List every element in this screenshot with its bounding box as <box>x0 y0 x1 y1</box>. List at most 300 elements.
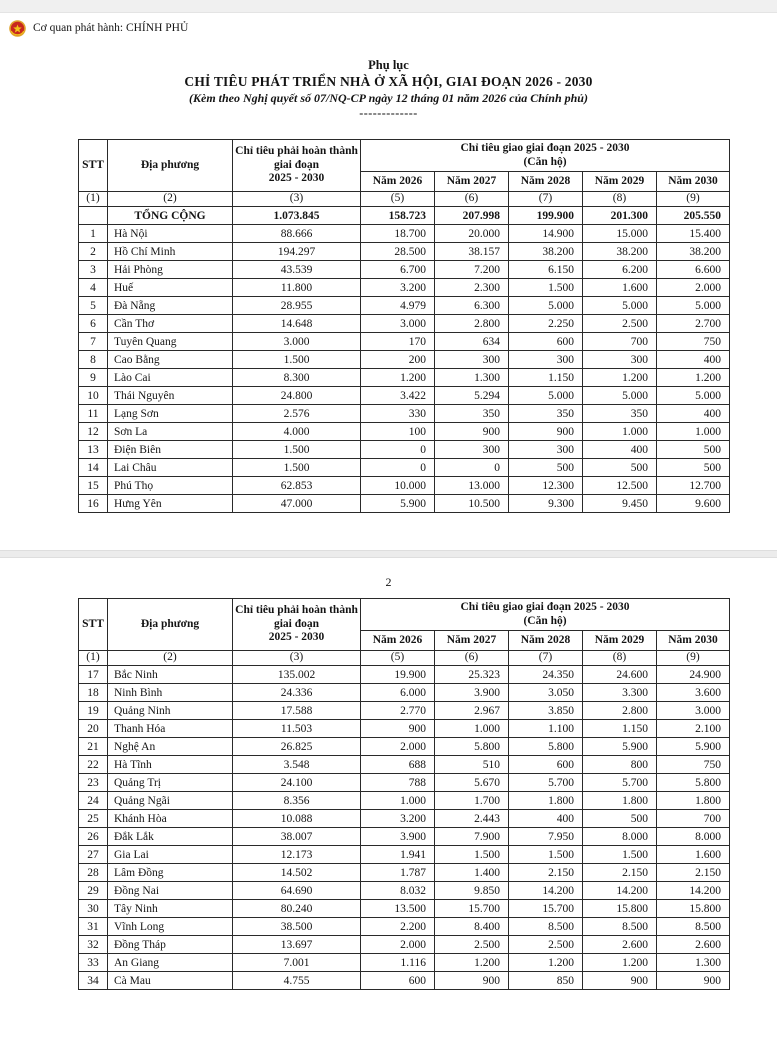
row-2030: 1.800 <box>657 792 730 810</box>
header-province: Địa phương <box>108 140 233 192</box>
summary-2027: 207.998 <box>435 207 509 225</box>
row-stt: 29 <box>79 882 108 900</box>
summary-2030: 205.550 <box>657 207 730 225</box>
row-province: Quảng Ninh <box>108 702 233 720</box>
table-row <box>79 315 730 333</box>
row-2029: 500 <box>583 459 657 477</box>
row-stt: 2 <box>79 243 108 261</box>
colnum-1: (1) <box>79 651 108 666</box>
row-2026: 13.500 <box>361 900 435 918</box>
header-year-2030: Năm 2030 <box>657 172 730 192</box>
row-province: Lạng Sơn <box>108 405 233 423</box>
row-stt: 12 <box>79 423 108 441</box>
row-2028: 2.500 <box>509 936 583 954</box>
table-row <box>79 297 730 315</box>
row-2029: 2.800 <box>583 702 657 720</box>
header-target-line1: Chỉ tiêu phải hoàn thành giai đoạn <box>235 144 358 171</box>
header-year-2029: Năm 2029 <box>583 172 657 192</box>
row-2027: 2.300 <box>435 279 509 297</box>
row-2028: 1.100 <box>509 720 583 738</box>
row-2026: 688 <box>361 756 435 774</box>
row-2026: 1.200 <box>361 369 435 387</box>
row-2027: 2.967 <box>435 702 509 720</box>
row-2028: 600 <box>509 333 583 351</box>
row-province: Đồng Nai <box>108 882 233 900</box>
row-2028: 850 <box>509 972 583 990</box>
row-2029: 1.200 <box>583 954 657 972</box>
row-target-total: 8.356 <box>233 792 361 810</box>
row-2030: 1.600 <box>657 846 730 864</box>
row-stt: 15 <box>79 477 108 495</box>
row-target-total: 1.500 <box>233 441 361 459</box>
row-stt: 11 <box>79 405 108 423</box>
row-2028: 3.850 <box>509 702 583 720</box>
divider-dashes: ------------- <box>359 106 418 120</box>
row-2026: 0 <box>361 441 435 459</box>
row-2027: 1.700 <box>435 792 509 810</box>
row-stt: 7 <box>79 333 108 351</box>
row-2029: 350 <box>583 405 657 423</box>
table-row <box>79 828 730 846</box>
row-province: Khánh Hòa <box>108 810 233 828</box>
row-stt: 14 <box>79 459 108 477</box>
row-2026: 18.700 <box>361 225 435 243</box>
summary-label: TỔNG CỘNG <box>108 207 233 225</box>
row-2026: 2.770 <box>361 702 435 720</box>
row-target-total: 14.648 <box>233 315 361 333</box>
row-2030: 400 <box>657 351 730 369</box>
row-target-total: 17.588 <box>233 702 361 720</box>
row-target-total: 64.690 <box>233 882 361 900</box>
header-year-2028: Năm 2028 <box>509 172 583 192</box>
row-stt: 17 <box>79 666 108 684</box>
page2-number: 2 <box>385 575 392 589</box>
row-2028: 600 <box>509 756 583 774</box>
row-2028: 38.200 <box>509 243 583 261</box>
row-2029: 14.200 <box>583 882 657 900</box>
row-target-total: 2.576 <box>233 405 361 423</box>
row-2030: 15.800 <box>657 900 730 918</box>
row-2028: 300 <box>509 351 583 369</box>
grand-total-row <box>79 207 730 225</box>
row-target-total: 135.002 <box>233 666 361 684</box>
row-2028: 3.050 <box>509 684 583 702</box>
row-2027: 1.500 <box>435 846 509 864</box>
row-2027: 300 <box>435 351 509 369</box>
header-assigned-span <box>361 599 730 631</box>
row-2029: 1.600 <box>583 279 657 297</box>
row-2028: 1.200 <box>509 954 583 972</box>
row-2029: 5.000 <box>583 387 657 405</box>
colnum-3: (3) <box>233 192 361 207</box>
row-2028: 24.350 <box>509 666 583 684</box>
row-2026: 2.000 <box>361 936 435 954</box>
row-province: Hưng Yên <box>108 495 233 513</box>
table-row <box>79 441 730 459</box>
row-2030: 750 <box>657 756 730 774</box>
row-2027: 2.500 <box>435 936 509 954</box>
colnum-8: (8) <box>583 192 657 207</box>
row-2029: 400 <box>583 441 657 459</box>
row-2029: 500 <box>583 810 657 828</box>
housing-targets-table-page2 <box>78 598 730 990</box>
row-2027: 2.443 <box>435 810 509 828</box>
row-2026: 6.000 <box>361 684 435 702</box>
table-row <box>79 405 730 423</box>
row-target-total: 28.955 <box>233 297 361 315</box>
colnum-9: (9) <box>657 192 730 207</box>
row-2028: 14.900 <box>509 225 583 243</box>
row-province: Quảng Trị <box>108 774 233 792</box>
table-row <box>79 459 730 477</box>
row-stt: 33 <box>79 954 108 972</box>
header-assigned-line2: (Căn hộ) <box>523 155 567 168</box>
row-province: Hà Nội <box>108 225 233 243</box>
row-2029: 5.000 <box>583 297 657 315</box>
table-row <box>79 225 730 243</box>
row-2029: 800 <box>583 756 657 774</box>
row-2027: 1.000 <box>435 720 509 738</box>
row-2026: 170 <box>361 333 435 351</box>
row-target-total: 8.300 <box>233 369 361 387</box>
row-2027: 38.157 <box>435 243 509 261</box>
row-2030: 12.700 <box>657 477 730 495</box>
row-2029: 2.150 <box>583 864 657 882</box>
row-target-total: 3.000 <box>233 333 361 351</box>
issuer-label: Cơ quan phát hành: CHÍNH PHỦ <box>33 22 189 34</box>
table-row <box>79 918 730 936</box>
row-province: Đắk Lắk <box>108 828 233 846</box>
header-assigned-span <box>361 140 730 172</box>
row-2029: 8.500 <box>583 918 657 936</box>
row-2026: 8.032 <box>361 882 435 900</box>
row-province: Sơn La <box>108 423 233 441</box>
row-2026: 6.700 <box>361 261 435 279</box>
row-stt: 30 <box>79 900 108 918</box>
row-2030: 24.900 <box>657 666 730 684</box>
row-2030: 2.600 <box>657 936 730 954</box>
row-2028: 1.500 <box>509 846 583 864</box>
page-break-separator <box>0 550 777 558</box>
row-2029: 1.800 <box>583 792 657 810</box>
summary-2029: 201.300 <box>583 207 657 225</box>
row-stt: 21 <box>79 738 108 756</box>
row-target-total: 10.088 <box>233 810 361 828</box>
row-2028: 1.500 <box>509 279 583 297</box>
row-2030: 2.700 <box>657 315 730 333</box>
table-row <box>79 387 730 405</box>
row-2028: 2.250 <box>509 315 583 333</box>
row-stt: 24 <box>79 792 108 810</box>
table-row <box>79 684 730 702</box>
row-2029: 1.500 <box>583 846 657 864</box>
row-2028: 1.150 <box>509 369 583 387</box>
header-target-line2: 2025 - 2030 <box>268 172 325 185</box>
row-2027: 900 <box>435 972 509 990</box>
header-assigned-line2: (Căn hộ) <box>523 614 567 627</box>
row-2030: 5.800 <box>657 774 730 792</box>
row-province: Hồ Chí Minh <box>108 243 233 261</box>
table-row <box>79 900 730 918</box>
row-2029: 1.000 <box>583 423 657 441</box>
header-year-2026: Năm 2026 <box>361 631 435 651</box>
document-header <box>0 58 777 118</box>
table-row <box>79 738 730 756</box>
row-stt: 10 <box>79 387 108 405</box>
row-province: Bắc Ninh <box>108 666 233 684</box>
row-2028: 900 <box>509 423 583 441</box>
row-2028: 500 <box>509 459 583 477</box>
row-2030: 1.300 <box>657 954 730 972</box>
colnum-2: (2) <box>108 651 233 666</box>
row-target-total: 24.800 <box>233 387 361 405</box>
row-2029: 300 <box>583 351 657 369</box>
row-stt: 4 <box>79 279 108 297</box>
colnum-5: (5) <box>361 651 435 666</box>
header-province: Địa phương <box>108 599 233 651</box>
row-2026: 0 <box>361 459 435 477</box>
table-row <box>79 423 730 441</box>
row-2030: 500 <box>657 459 730 477</box>
row-2027: 25.323 <box>435 666 509 684</box>
row-target-total: 88.666 <box>233 225 361 243</box>
colnum-2: (2) <box>108 192 233 207</box>
row-province: Cần Thơ <box>108 315 233 333</box>
viewer-top-strip <box>0 0 777 13</box>
header-year-2029: Năm 2029 <box>583 631 657 651</box>
row-target-total: 80.240 <box>233 900 361 918</box>
summary-total: 1.073.845 <box>233 207 361 225</box>
row-2027: 300 <box>435 441 509 459</box>
table-row <box>79 846 730 864</box>
row-target-total: 11.503 <box>233 720 361 738</box>
row-province: Tuyên Quang <box>108 333 233 351</box>
table-row <box>79 810 730 828</box>
row-stt: 34 <box>79 972 108 990</box>
row-stt: 1 <box>79 225 108 243</box>
table-row <box>79 279 730 297</box>
row-province: Gia Lai <box>108 846 233 864</box>
table-row <box>79 792 730 810</box>
table-row <box>79 936 730 954</box>
table-row <box>79 333 730 351</box>
header-stt: STT <box>79 599 108 651</box>
colnum-7: (7) <box>509 651 583 666</box>
table-row <box>79 477 730 495</box>
row-2028: 5.000 <box>509 387 583 405</box>
row-2026: 19.900 <box>361 666 435 684</box>
row-2029: 24.600 <box>583 666 657 684</box>
row-2029: 5.900 <box>583 738 657 756</box>
colnum-5: (5) <box>361 192 435 207</box>
row-2028: 1.800 <box>509 792 583 810</box>
row-2028: 5.700 <box>509 774 583 792</box>
row-2027: 1.200 <box>435 954 509 972</box>
table-row <box>79 369 730 387</box>
header-stt: STT <box>79 140 108 192</box>
row-2030: 500 <box>657 441 730 459</box>
row-2028: 300 <box>509 441 583 459</box>
row-stt: 32 <box>79 936 108 954</box>
colnum-8: (8) <box>583 651 657 666</box>
row-2027: 1.400 <box>435 864 509 882</box>
issuer-row <box>9 19 777 37</box>
row-2027: 900 <box>435 423 509 441</box>
row-province: Tây Ninh <box>108 900 233 918</box>
row-2028: 14.200 <box>509 882 583 900</box>
row-2030: 5.900 <box>657 738 730 756</box>
row-stt: 26 <box>79 828 108 846</box>
row-2026: 5.900 <box>361 495 435 513</box>
colnum-6: (6) <box>435 192 509 207</box>
row-province: Cao Bằng <box>108 351 233 369</box>
row-2027: 350 <box>435 405 509 423</box>
row-2028: 6.150 <box>509 261 583 279</box>
row-2030: 750 <box>657 333 730 351</box>
row-province: Thanh Hóa <box>108 720 233 738</box>
header-assigned-line1: Chỉ tiêu giao giai đoạn 2025 - 2030 <box>460 141 630 154</box>
table-row <box>79 774 730 792</box>
row-2027: 5.800 <box>435 738 509 756</box>
row-2029: 12.500 <box>583 477 657 495</box>
document-title: CHỈ TIÊU PHÁT TRIỂN NHÀ Ở XÃ HỘI, GIAI ĐOẠN 2026 - 2030 <box>184 74 593 89</box>
row-2026: 10.000 <box>361 477 435 495</box>
row-target-total: 24.336 <box>233 684 361 702</box>
header-year-2027: Năm 2027 <box>435 631 509 651</box>
row-2027: 634 <box>435 333 509 351</box>
row-stt: 6 <box>79 315 108 333</box>
row-stt: 23 <box>79 774 108 792</box>
row-target-total: 62.853 <box>233 477 361 495</box>
row-2029: 5.700 <box>583 774 657 792</box>
row-2028: 5.800 <box>509 738 583 756</box>
row-2030: 2.100 <box>657 720 730 738</box>
header-year-2030: Năm 2030 <box>657 631 730 651</box>
row-target-total: 12.173 <box>233 846 361 864</box>
colnum-9: (9) <box>657 651 730 666</box>
row-2029: 15.800 <box>583 900 657 918</box>
row-province: Điện Biên <box>108 441 233 459</box>
row-target-total: 194.297 <box>233 243 361 261</box>
row-stt: 22 <box>79 756 108 774</box>
colnum-7: (7) <box>509 192 583 207</box>
header-target-line1: Chỉ tiêu phải hoàn thành giai đoạn <box>235 603 358 630</box>
table-row <box>79 954 730 972</box>
row-2028: 5.000 <box>509 297 583 315</box>
row-2030: 5.000 <box>657 387 730 405</box>
row-target-total: 4.755 <box>233 972 361 990</box>
header-assigned-line1: Chỉ tiêu giao giai đoạn 2025 - 2030 <box>460 600 630 613</box>
row-stt: 27 <box>79 846 108 864</box>
row-2027: 3.900 <box>435 684 509 702</box>
row-stt: 31 <box>79 918 108 936</box>
row-province: Ninh Bình <box>108 684 233 702</box>
row-target-total: 7.001 <box>233 954 361 972</box>
row-2030: 9.600 <box>657 495 730 513</box>
row-2029: 8.000 <box>583 828 657 846</box>
row-2026: 3.422 <box>361 387 435 405</box>
row-2028: 400 <box>509 810 583 828</box>
table-row <box>79 756 730 774</box>
summary-2028: 199.900 <box>509 207 583 225</box>
row-province: Đồng Tháp <box>108 936 233 954</box>
row-province: Hải Phòng <box>108 261 233 279</box>
colnum-1: (1) <box>79 192 108 207</box>
table-row <box>79 702 730 720</box>
row-2029: 38.200 <box>583 243 657 261</box>
row-2030: 700 <box>657 810 730 828</box>
row-target-total: 14.502 <box>233 864 361 882</box>
header-target-line2: 2025 - 2030 <box>268 631 325 644</box>
row-2026: 1.116 <box>361 954 435 972</box>
row-target-total: 11.800 <box>233 279 361 297</box>
row-2026: 2.200 <box>361 918 435 936</box>
row-2027: 5.294 <box>435 387 509 405</box>
row-2027: 8.400 <box>435 918 509 936</box>
row-2027: 20.000 <box>435 225 509 243</box>
row-2030: 14.200 <box>657 882 730 900</box>
row-2029: 1.150 <box>583 720 657 738</box>
table-row <box>79 864 730 882</box>
row-stt: 9 <box>79 369 108 387</box>
table-row <box>79 972 730 990</box>
row-province: An Giang <box>108 954 233 972</box>
row-2030: 400 <box>657 405 730 423</box>
row-2029: 6.200 <box>583 261 657 279</box>
table-row <box>79 261 730 279</box>
row-2027: 10.500 <box>435 495 509 513</box>
row-2027: 7.900 <box>435 828 509 846</box>
row-2029: 2.600 <box>583 936 657 954</box>
row-2027: 7.200 <box>435 261 509 279</box>
row-2026: 900 <box>361 720 435 738</box>
row-2030: 5.000 <box>657 297 730 315</box>
header-target-total <box>233 599 361 651</box>
table-row <box>79 495 730 513</box>
row-2029: 900 <box>583 972 657 990</box>
row-target-total: 4.000 <box>233 423 361 441</box>
row-2029: 700 <box>583 333 657 351</box>
row-2027: 9.850 <box>435 882 509 900</box>
row-2030: 2.150 <box>657 864 730 882</box>
row-2026: 3.900 <box>361 828 435 846</box>
row-stt: 3 <box>79 261 108 279</box>
row-target-total: 38.007 <box>233 828 361 846</box>
row-province: Huế <box>108 279 233 297</box>
header-year-2026: Năm 2026 <box>361 172 435 192</box>
row-province: Lào Cai <box>108 369 233 387</box>
row-2030: 3.000 <box>657 702 730 720</box>
row-target-total: 3.548 <box>233 756 361 774</box>
row-2028: 12.300 <box>509 477 583 495</box>
row-2026: 788 <box>361 774 435 792</box>
row-2030: 8.500 <box>657 918 730 936</box>
header-year-2028: Năm 2028 <box>509 631 583 651</box>
row-stt: 25 <box>79 810 108 828</box>
row-2026: 3.000 <box>361 315 435 333</box>
row-2028: 350 <box>509 405 583 423</box>
row-province: Lâm Đồng <box>108 864 233 882</box>
row-2030: 900 <box>657 972 730 990</box>
table-row <box>79 666 730 684</box>
row-2028: 9.300 <box>509 495 583 513</box>
row-province: Phú Thọ <box>108 477 233 495</box>
row-target-total: 1.500 <box>233 459 361 477</box>
row-2030: 2.000 <box>657 279 730 297</box>
row-2030: 6.600 <box>657 261 730 279</box>
row-2028: 2.150 <box>509 864 583 882</box>
row-province: Nghệ An <box>108 738 233 756</box>
